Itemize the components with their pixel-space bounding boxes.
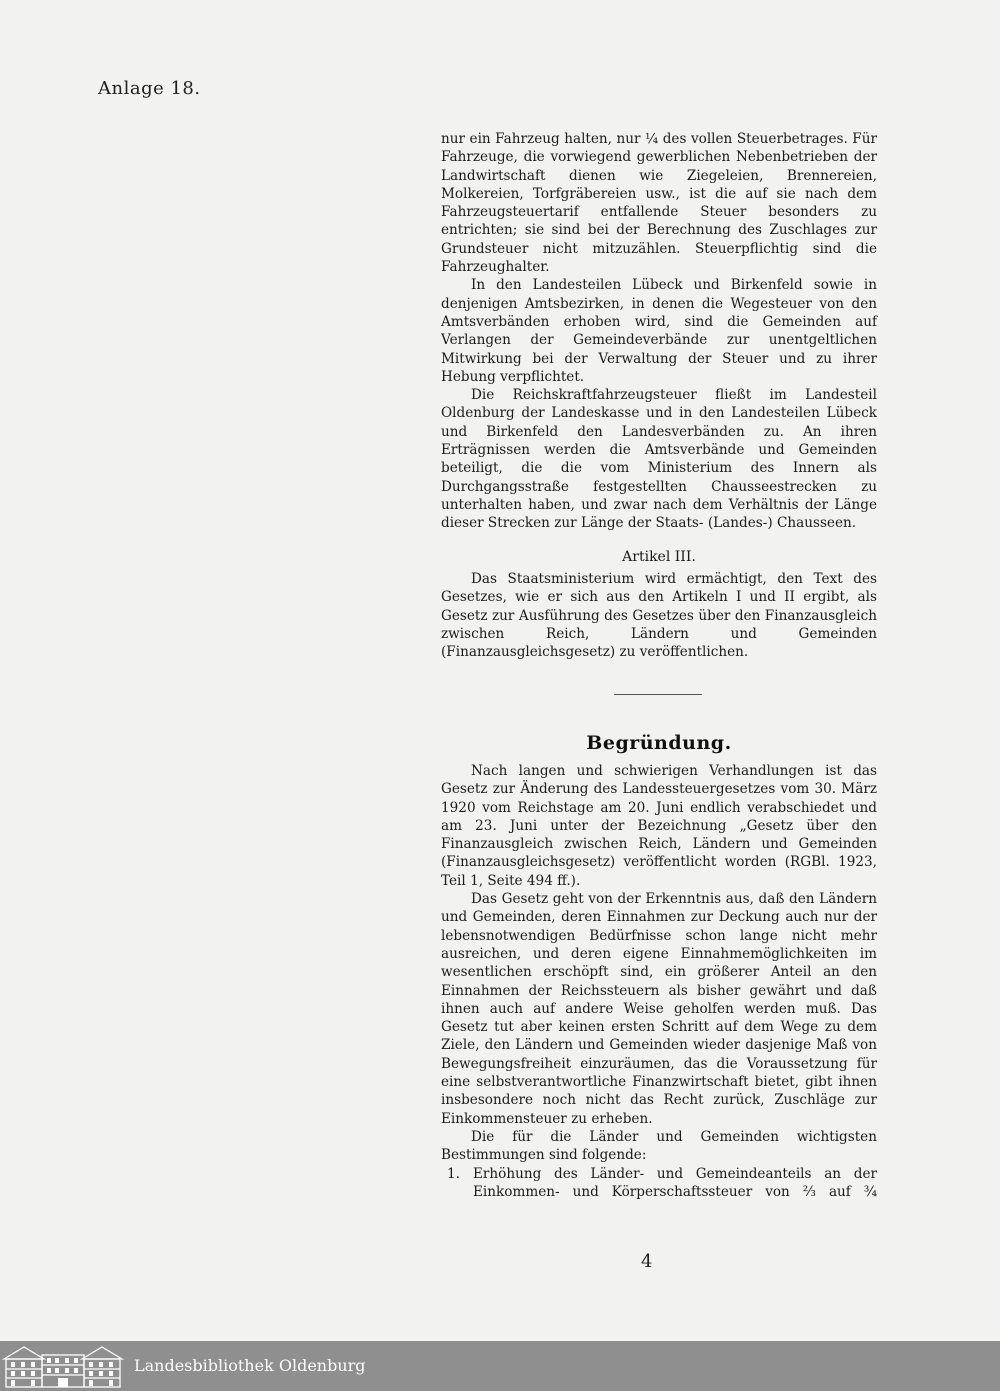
list-item-number: 1. — [447, 1165, 460, 1182]
paragraph: Die für die Länder und Gemeinden wichtigsten Bestimmungen sind folgende: — [441, 1128, 877, 1164]
section-divider — [614, 694, 702, 695]
continued-text-column — [441, 130, 877, 533]
section-title: Begründung. — [586, 732, 732, 754]
article-text-column — [441, 570, 877, 661]
list-item-text: Erhöhung des Länder- und Gemeindeanteils an der Einkommen- und Körperschaftssteuer von ⅔ auf ¾ — [473, 1165, 877, 1200]
paragraph: Das Gesetz geht von der Erkenntnis aus, daß den Ländern und Gemeinden, deren Einnahmen zur Deckung auch nur der lebensnotwendigen Bedürfnisse schon lange nicht mehr ausreichen, und deren eigene Einnahmemöglichkeiten im wesentlichen erschöpft sind, ein größerer Anteil an den Einnahmen der Reichssteuern als bisher gewährt und daß ihnen auch auf andere Weise geholfen werden muß. Das Gesetz tut aber keinen ersten Schritt auf dem Wege zu dem Ziele, den Ländern und Gemeinden wieder dasjenige Maß von Bewegungsfreiheit einzuräumen, das die Voraussetzung für eine selbstverantwortliche Finanzwirtschaft bietet, gibt ihnen insbesondere noch nicht das Recht zurück, Zuschläge zur Einkommensteuer zu erheben. — [441, 891, 877, 1127]
library-name: Landesbibliothek Oldenburg — [134, 1356, 366, 1375]
paragraph: nur ein Fahrzeug halten, nur ¼ des vollen Steuerbetrages. Für Fahrzeuge, die vorwiegend gewerblichen Nebenbetrieben der Landwirtschaft dienen wie Ziegeleien, Brennereien, Molkereien, Torfgräbereien usw., ist die auf sie nach dem Fahrzeugsteuertarif entfallende Steuer besonders zu entrichten; sie sind bei der Berechnung des Zuschlages zur Grundsteuer nicht mitzuzählen. Steuerpflichtig sind die Fahrzeughalter. — [441, 131, 877, 276]
footer-bar — [0, 1341, 1000, 1391]
page-number: 4 — [641, 1251, 653, 1272]
paragraph: Das Staatsministerium wird ermächtigt, den Text des Gesetzes, wie er sich aus den Artikeln I und II ergibt, als Gesetz zur Ausführung des Gesetzes über den Finanzausgleich zwischen Reich, Ländern und Gemeinden (Finanzausgleichsgesetz) zu veröffentlichen. — [441, 571, 877, 661]
paragraph: In den Landesteilen Lübeck und Birkenfeld sowie in denjenigen Amtsbezirken, in denen die Wegesteuer von den Amtsverbänden erhoben wird, sind die Gemeinden auf Verlangen der Gemeindeverbände zur unentgeltlichen Mitwirkung bei der Verwaltung der Steuer und zu ihrer Hebung verpflichtet. — [441, 277, 877, 385]
article-heading: Artikel III. — [622, 549, 696, 565]
list-item — [441, 1165, 877, 1202]
justification-text-column — [441, 762, 877, 1201]
annex-label: Anlage 18. — [98, 78, 201, 99]
library-building-icon — [2, 1343, 124, 1389]
paragraph: Die Reichskraftfahrzeugsteuer fließt im Landesteil Oldenburg der Landeskasse und in den Landesteilen Lübeck und Birkenfeld den Landesverbänden zu. An ihren Erträgnissen werden die Amtsverbände und Gemeinden beteiligt, die die vom Ministerium des Innern als Durchgangsstraße festgestellten Chausseestrecken zu unterhalten haben, und zwar nach dem Verhältnis der Länge dieser Strecken zur Länge der Staats- (Landes-) Chausseen. — [441, 387, 877, 532]
paragraph: Nach langen und schwierigen Verhandlungen ist das Gesetz zur Änderung des Landessteuergesetzes vom 30. März 1920 vom Reichstage am 20. Juni endlich verabschiedet und am 23. Juni unter der Bezeichnung „Gesetz über den Finanzausgleich zwischen Reich, Ländern und Gemeinden (Finanzausgleichsgesetz) veröffentlicht worden (RGBl. 1923, Teil 1, Seite 494 ff.). — [441, 763, 877, 889]
